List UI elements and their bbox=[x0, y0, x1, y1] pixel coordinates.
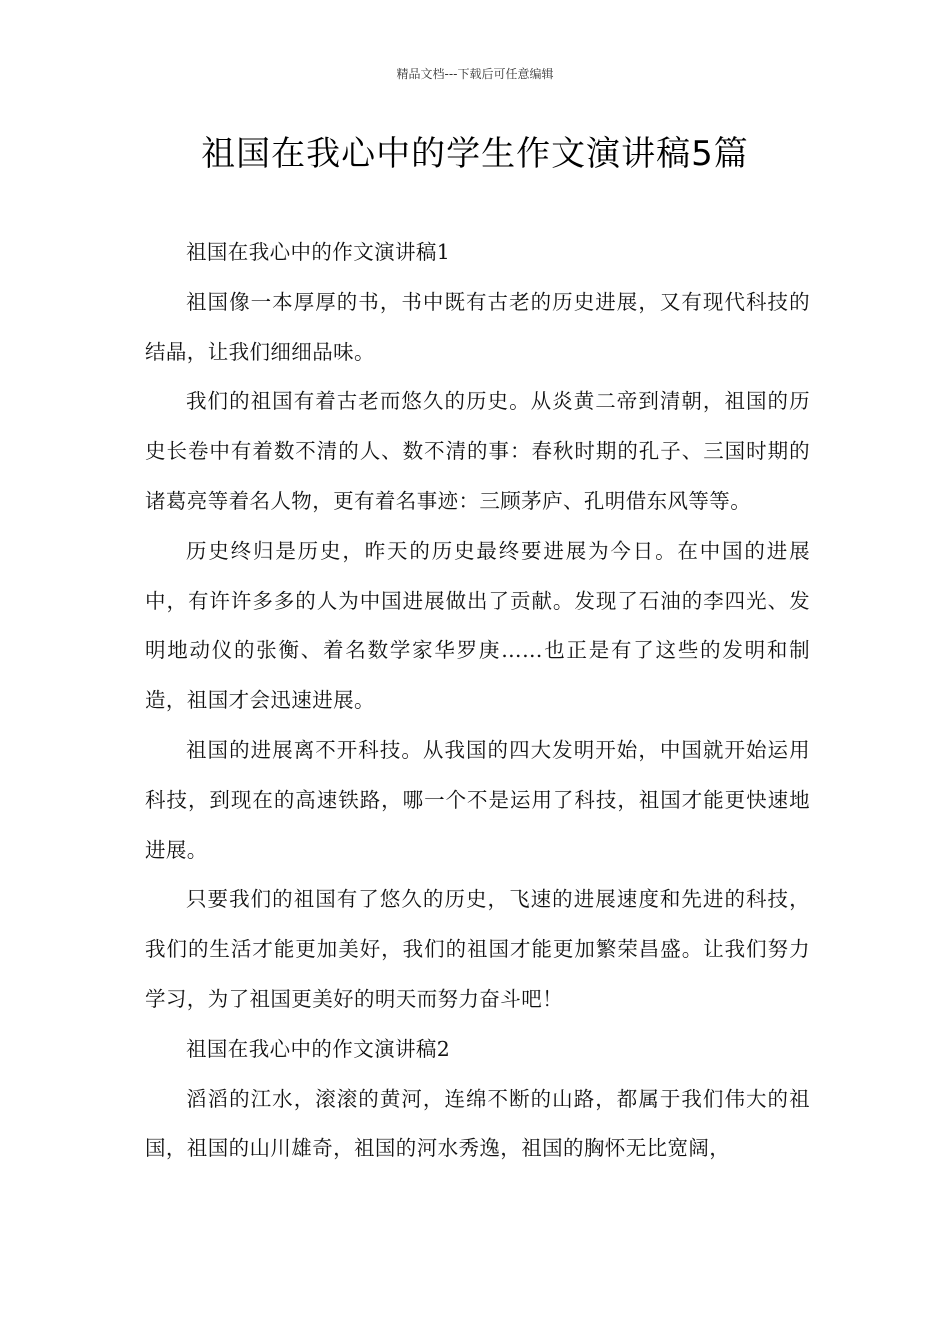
section-heading-1: 祖国在我心中的作文演讲稿1 bbox=[186, 240, 451, 264]
paragraph: 祖国像一本厚厚的书，书中既有古老的历史进展，又有现代科技的结晶，让我们细细品味。 bbox=[145, 289, 810, 364]
document-body bbox=[145, 228, 810, 1174]
document-title: 祖国在我心中的学生作文演讲稿5篇 bbox=[201, 134, 749, 174]
section-heading-2: 祖国在我心中的作文演讲稿2 bbox=[186, 1036, 451, 1061]
paragraph: 祖国的进展离不开科技。从我国的四大发明开始，中国就开始运用科技，到现在的高速铁路，哪一个不是运用了科技，祖国才能更快速地进展。 bbox=[145, 737, 810, 862]
paragraph: 我们的祖国有着古老而悠久的历史。从炎黄二帝到清朝，祖国的历史长卷中有着数不清的人、数不清的事：春秋时期的孔子、三国时期的诸葛亮等着名人物，更有着名事迹：三顾茅庐、孔明借东风等等。 bbox=[145, 389, 810, 513]
paragraph: 历史终归是历史，昨天的历史最终要进展为今日。在中国的进展中，有许许多多的人为中国进展做出了贡献。发现了石油的李四光、发明地动仪的张衡、着名数学家华罗庚……也正是有了这些的发明和制造，祖国才会迅速进展。 bbox=[145, 538, 810, 713]
header-note: 精品文档---下载后可任意编辑 bbox=[396, 67, 554, 81]
paragraph: 滔滔的江水，滚滚的黄河，连绵不断的山路，都属于我们伟大的祖国，祖国的山川雄奇，祖国的河水秀逸，祖国的胸怀无比宽阔， bbox=[145, 1086, 810, 1161]
paragraph: 只要我们的祖国有了悠久的历史，飞速的进展速度和先进的科技，我们的生活才能更加美好，我们的祖国才能更加繁荣昌盛。让我们努力学习，为了祖国更美好的明天而努力奋斗吧！ bbox=[145, 887, 810, 1011]
